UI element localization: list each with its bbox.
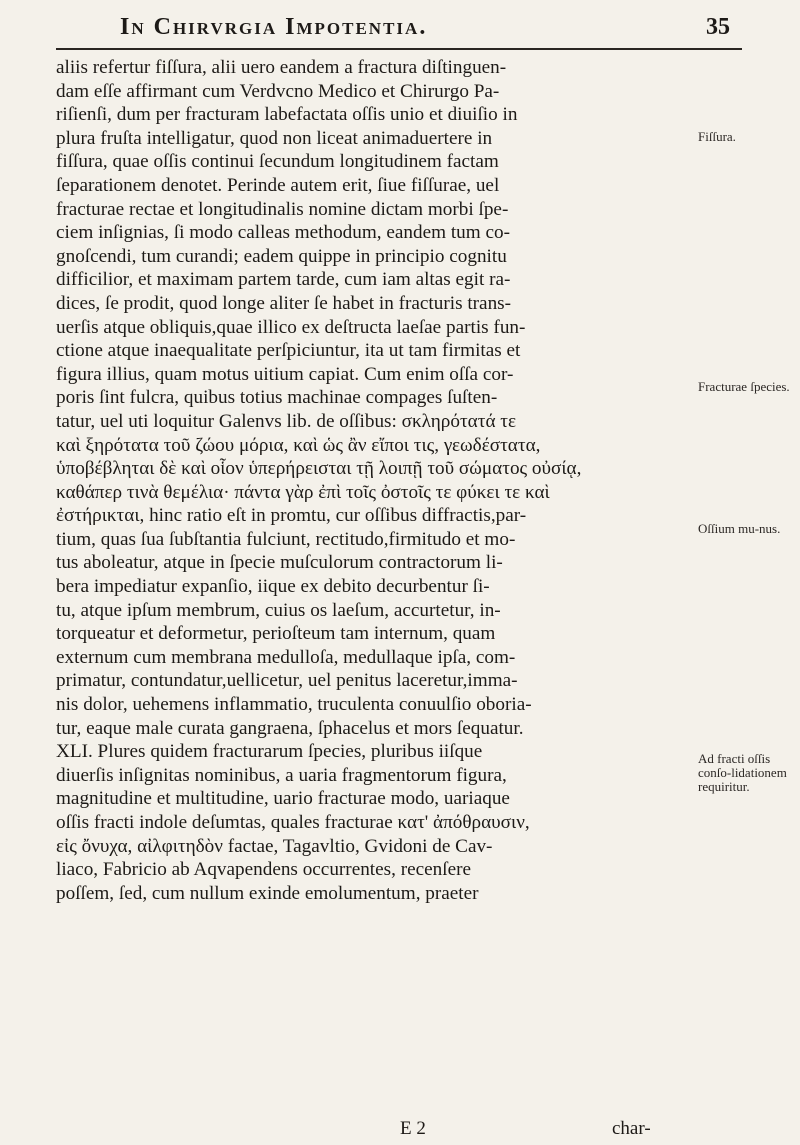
- text-line: externum cum membrana medulloſa, medullaque ipſa, com-: [56, 646, 516, 668]
- page-footer: [0, 1118, 800, 1142]
- text-line: fracturae rectae et longitudinalis nomine dictam morbi ſpe-: [56, 198, 509, 220]
- text-line: tur, eaque male curata gangraena, ſphacelus et mors ſequatur.: [56, 717, 524, 739]
- greek-text-line: ὑποβέβληται δὲ καὶ οἷον ὑπερήρεισται τῇ λοιπῇ τοῦ σώματος οὐσίᾳ,: [56, 458, 582, 480]
- running-header: [110, 14, 730, 50]
- text-line: poſſem, ſed, cum nullum exinde emolumentum, praeter: [56, 882, 479, 904]
- text-line: ἐστήρικται, hinc ratio eſt in promtu, cur oſſibus diffractis,par-: [56, 505, 527, 527]
- margin-note-bone-function: Oſſium mu-nus.: [698, 521, 781, 536]
- text-line: fiſſura, quae oſſis continui ſecundum longitudinem factam: [56, 151, 499, 173]
- catchword: char-: [612, 1118, 651, 1139]
- text-line: difficilior, et maximam partem tarde, cum iam altas egit ra-: [56, 269, 511, 291]
- text-line: tu, atque ipſum membrum, cuius os laeſum, accurtetur, in-: [56, 599, 501, 621]
- text-line: εἰς ὄνυχα, αἰλφιτηδὸν factae, Tagavltio, Gvidoni de Cav-: [56, 835, 493, 857]
- text-line: ctione atque inaequalitate perſpiciuntur, ita ut tam firmitas et: [56, 340, 521, 362]
- section-start-line: XLI. Plures quidem fracturarum ſpecies, pluribus iiſque: [56, 741, 483, 763]
- text-line: ſeparationem denotet. Perinde autem erit, ſiue fiſſurae, uel: [56, 174, 500, 196]
- text-line: aliis refertur fiſſura, alii uero eandem a fractura diſtinguen-: [56, 57, 507, 78]
- signature-mark: E 2: [400, 1118, 426, 1139]
- text-line: tium, quas ſua ſubſtantia fulciunt, rectitudo,firmitudo et mo-: [56, 528, 516, 550]
- text-line: liaco, Fabricio ab Aqvapendens occurrentes, recenſere: [56, 859, 472, 881]
- text-line: bera impediatur expanſio, iique ex debito decurbentur ſi-: [56, 576, 490, 598]
- text-line: oſſis fracti indole deſumtas, quales fracturae κατ' ἀπόθραυσιν,: [56, 812, 530, 833]
- greek-text-line: καὶ ξηρότατα τοῦ ζώου μόρια, καὶ ὡς ἂν εἴποι τις, γεωδέστατα,: [56, 434, 541, 456]
- text-line: poris ſint fulcra, quibus totius machinae compages ſuſten-: [56, 387, 498, 409]
- page-number: 35: [706, 14, 730, 40]
- margin-note-fissura: Fiſſura.: [698, 129, 736, 144]
- text-line: magnitudine et multitudine, uario fracturae modo, uariaque: [56, 788, 510, 810]
- main-text-block: [56, 56, 656, 905]
- text-line: dices, ſe prodit, quod longe aliter ſe habet in fracturis trans-: [56, 292, 512, 314]
- text-line: ciem inſignias, ſi modo calleas methodum, eandem tum co-: [56, 222, 510, 244]
- margin-note-consolidation: Ad fracti oſſis conſo-lidationem requiritur.: [698, 751, 787, 794]
- greek-text-line: καθάπερ τινὰ θεμέλια· πάντα γὰρ ἐπὶ τοῖς ὀστοῖς τε φύκει τε καὶ: [56, 481, 550, 503]
- text-line: uerſis atque obliquis,quae illico ex deſtructa laeſae partis fun-: [56, 316, 526, 338]
- text-line: figura illius, quam motus uitium capiat. Cum enim oſſa cor-: [56, 363, 514, 385]
- text-line: diuerſis inſignitas nominibus, a uaria fragmentorum figura,: [56, 764, 507, 786]
- text-line: torqueatur et deformetur, perioſteum tam internum, quam: [56, 623, 496, 645]
- text-line: riſienſi, dum per fracturam labefactata oſſis unio et diuiſio in: [56, 104, 518, 126]
- text-line: tatur, uel uti loquitur Galenvs lib. de oſſibus: σκληρότατά τε: [56, 410, 517, 432]
- margin-note-fracture-species: Fracturae ſpecies.: [698, 379, 790, 394]
- text-line: tus aboleatur, atque in ſpecie muſculorum contractorum li-: [56, 552, 503, 574]
- text-line: plura fruſta intelligatur, quod non liceat animaduertere in: [56, 127, 493, 149]
- text-line: primatur, contundatur,uellicetur, uel penitus laceretur,imma-: [56, 670, 518, 692]
- text-line: nis dolor, uehemens inflammatio, truculenta conuulſio oboria-: [56, 694, 532, 716]
- running-title: In Chirvrgia Impotentia.: [120, 14, 428, 40]
- text-line: gnoſcendi, tum curandi; eadem quippe in principio cognitu: [56, 245, 507, 267]
- header-rule: [56, 48, 742, 50]
- text-line: dam eſſe affirmant cum Verdvcno Medico et Chirurgo Pa-: [56, 80, 500, 102]
